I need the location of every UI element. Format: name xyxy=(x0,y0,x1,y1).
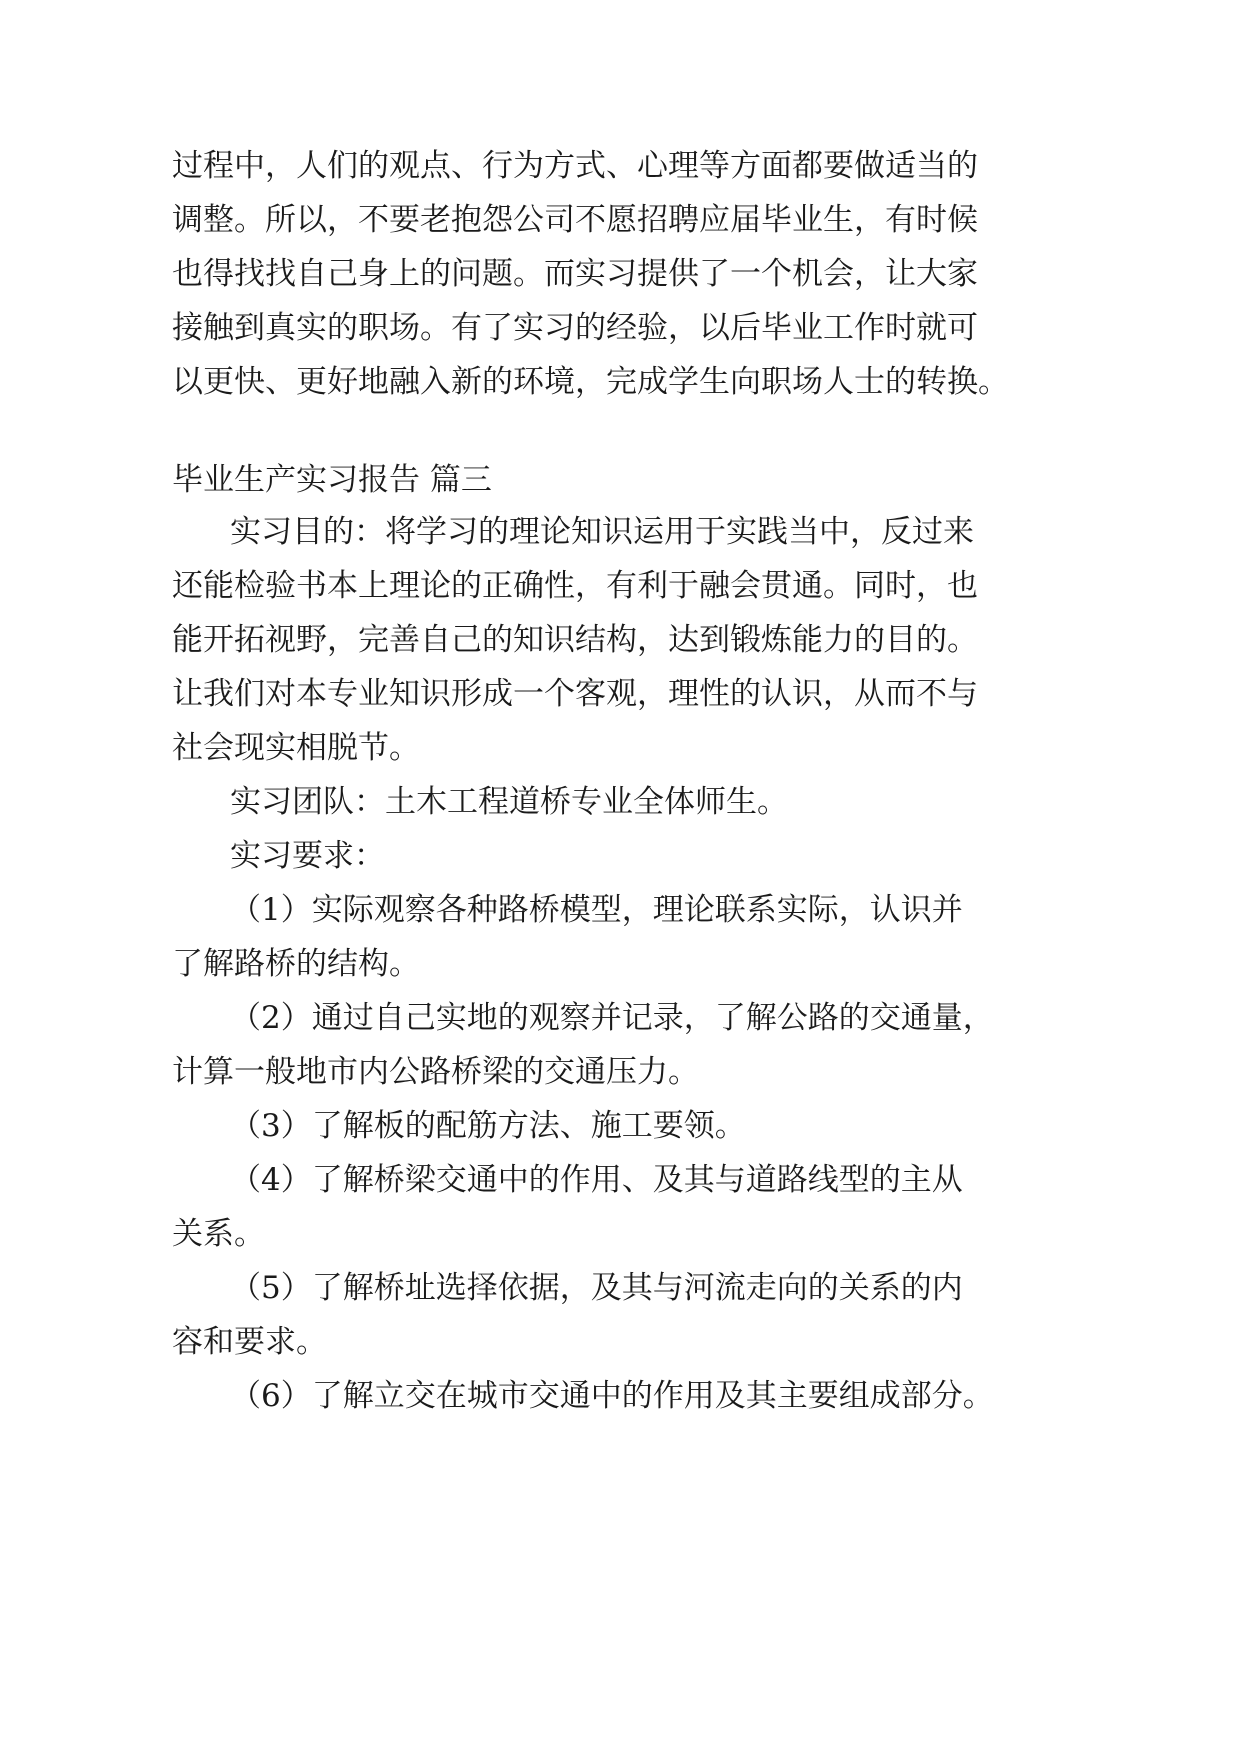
req1-line-2: 了解路桥的结构。 xyxy=(172,946,420,982)
req5-line-2: 容和要求。 xyxy=(172,1324,327,1360)
req5-line-1: （5）了解桥址选择依据，及其与河流走向的关系的内 xyxy=(230,1270,963,1306)
intro-line-5: 以更快、更好地融入新的环境，完成学生向职场人士的转换。 xyxy=(172,364,1009,400)
purpose-line-4: 让我们对本专业知识形成一个客观，理性的认识，从而不与 xyxy=(172,676,978,712)
requirements-heading: 实习要求： xyxy=(230,838,385,874)
intro-line-2: 调整。所以，不要老抱怨公司不愿招聘应届毕业生，有时候 xyxy=(172,202,978,238)
intro-line-1: 过程中，人们的观点、行为方式、心理等方面都要做适当的 xyxy=(172,148,978,184)
team-line: 实习团队：土木工程道桥专业全体师生。 xyxy=(230,784,788,820)
purpose-line-1: 实习目的：将学习的理论知识运用于实践当中，反过来 xyxy=(230,514,974,550)
section-title: 毕业生产实习报告 篇三 xyxy=(172,462,492,498)
purpose-line-2: 还能检验书本上理论的正确性，有利于融会贯通。同时，也 xyxy=(172,568,978,604)
req4-line-2: 关系。 xyxy=(172,1216,265,1252)
req1-line-1: （1）实际观察各种路桥模型，理论联系实际，认识并 xyxy=(230,892,963,928)
purpose-line-3: 能开拓视野，完善自己的知识结构，达到锻炼能力的目的。 xyxy=(172,622,978,658)
req3-line: （3）了解板的配筋方法、施工要领。 xyxy=(230,1108,746,1144)
req6-line: （6）了解立交在城市交通中的作用及其主要组成部分。 xyxy=(230,1378,994,1414)
purpose-line-5: 社会现实相脱节。 xyxy=(172,730,420,766)
req2-line-2: 计算一般地市内公路桥梁的交通压力。 xyxy=(172,1054,699,1090)
req4-line-1: （4）了解桥梁交通中的作用、及其与道路线型的主从 xyxy=(230,1162,963,1198)
intro-line-3: 也得找找自己身上的问题。而实习提供了一个机会，让大家 xyxy=(172,256,978,292)
req2-line-1: （2）通过自己实地的观察并记录，了解公路的交通量， xyxy=(230,1000,994,1036)
intro-line-4: 接触到真实的职场。有了实习的经验，以后毕业工作时就可 xyxy=(172,310,978,346)
